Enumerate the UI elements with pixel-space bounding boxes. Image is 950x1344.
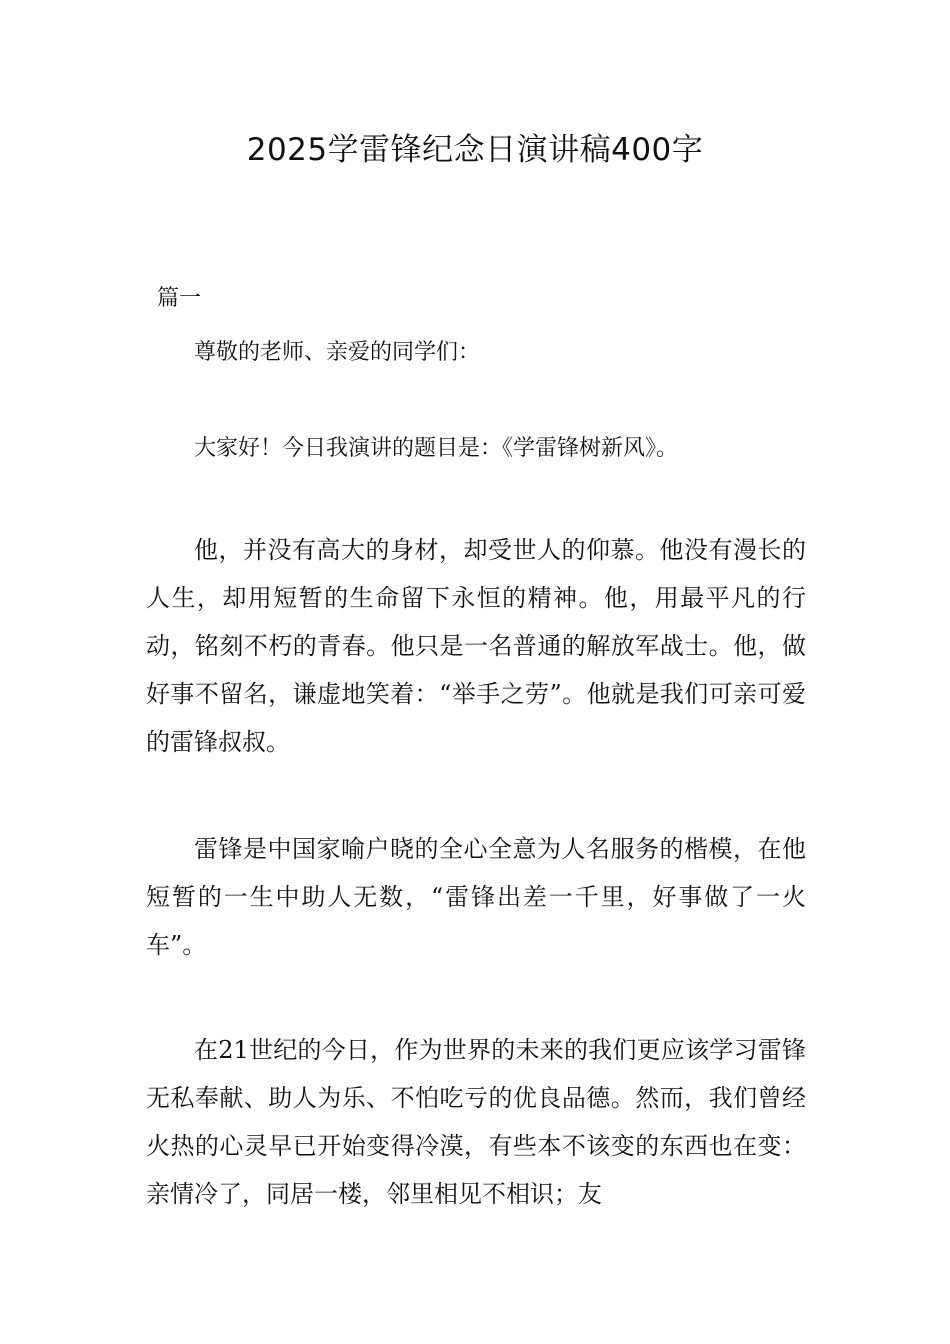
section-label: 篇一 [157, 286, 202, 311]
paragraph-greeting: 尊敬的老师、亲爱的同学们： [194, 340, 481, 365]
paragraph-body-2: 雷锋是中国家喻户晓的全心全意为人名服务的楷模，在他短暂的一生中助人无数，“雷锋出差一千里，好事做了一火车”。 [146, 835, 806, 959]
paragraph-body-3: 在21世纪的今日，作为世界的未来的我们更应该学习雷锋无私奉献、助人为乐、不怕吃亏的优良品德。然而，我们曾经火热的心灵早已开始变得冷漠，有些本不该变的东西也在变：亲情冷了，同居一楼，邻里相见不相识；友 [146, 1036, 806, 1208]
document-title: 2025学雷锋纪念日演讲稿400字 [246, 132, 704, 168]
paragraph-intro: 大家好！今日我演讲的题目是：《学雷锋树新风》。 [194, 436, 679, 461]
paragraph-body-1: 他，并没有高大的身材，却受世人的仰慕。他没有漫长的人生，却用短暂的生命留下永恒的精神。他，用最平凡的行动，铭刻不朽的青春。他只是一名普通的解放军战士。他，做好事不留名，谦虚地笑着：“举手之劳”。他就是我们可亲可爱的雷锋叔叔。 [146, 536, 806, 756]
